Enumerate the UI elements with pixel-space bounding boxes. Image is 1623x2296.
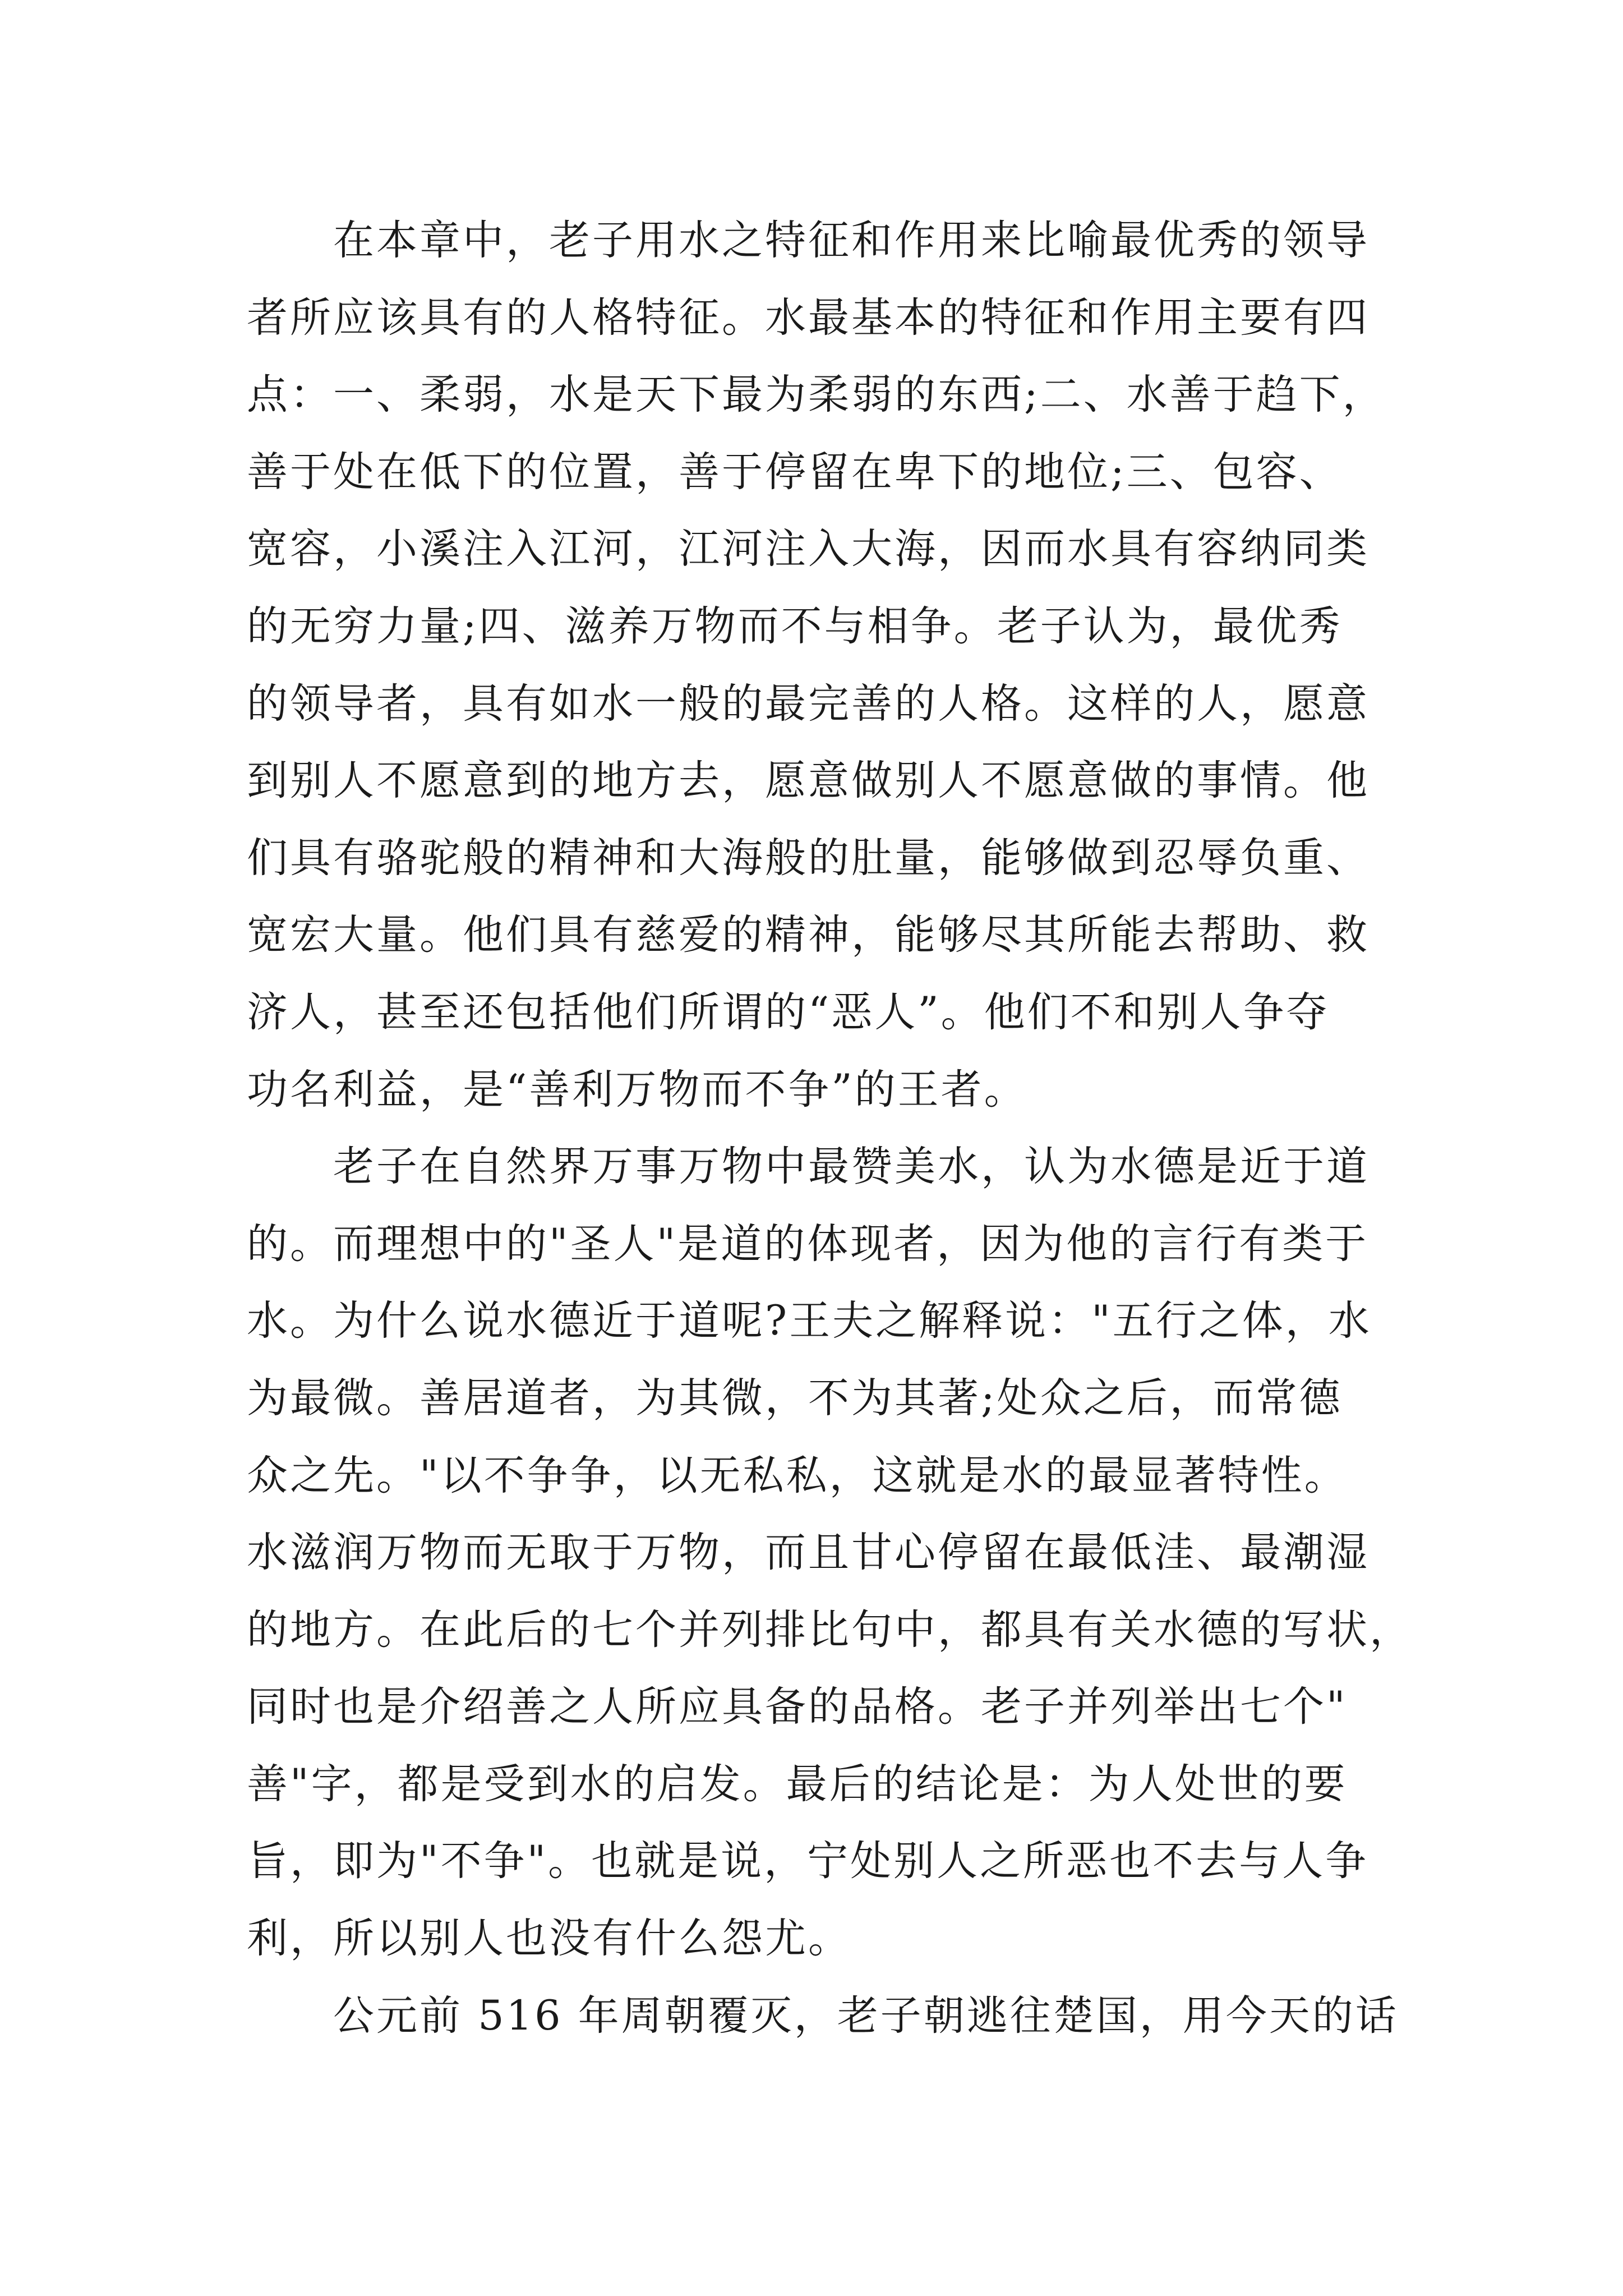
text-line: 宽容，小溪注入江河，江河注入大海，因而水具有容纳同类 (247, 525, 1370, 573)
text-line: 的地方。在此后的七个并列排比句中，都具有关水德的写状， (247, 1605, 1413, 1654)
text-line: 公元前 516 年周朝覆灭，老子朝逃往楚国，用今天的话 (247, 1991, 1399, 2040)
text-line: 水滋润万物而无取于万物，而且甘心停留在最低洼、最潮湿 (247, 1529, 1370, 1577)
text-line: 利，所以别人也没有什么怨尤。 (247, 1915, 851, 1963)
text-line: 者所应该具有的人格特征。水最基本的特征和作用主要有四 (247, 293, 1370, 342)
text-line: 功名利益，是“善利万物而不争”的王者。 (247, 1065, 1027, 1114)
text-line: 到别人不愿意到的地方去，愿意做别人不愿意做的事情。他 (247, 757, 1370, 805)
text-line: 善于处在低下的位置，善于停留在卑下的地位;三、包容、 (247, 448, 1343, 496)
text-line: 众之先。"以不争争，以无私私，这就是水的最显著特性。 (247, 1451, 1348, 1499)
text-line: 宽宏大量。他们具有慈爱的精神，能够尽其所能去帮助、救 (247, 911, 1370, 959)
text-line: 旨，即为"不争"。也就是说，宁处别人之所恶也不去与人争 (247, 1837, 1369, 1885)
text-line: 老子在自然界万事万物中最赞美水，认为水德是近于道 (247, 1143, 1370, 1191)
text-line: 济人，甚至还包括他们所谓的“恶人”。他们不和别人争夺 (247, 988, 1330, 1036)
text-line: 的领导者，具有如水一般的最完善的人格。这样的人，愿意 (247, 679, 1370, 728)
text-line: 为最微。善居道者，为其微，不为其著;处众之后，而常德 (247, 1374, 1343, 1422)
text-line: 同时也是介绍善之人所应具备的品格。老子并列举出七个" (247, 1683, 1348, 1731)
text-line: 点：一、柔弱，水是天下最为柔弱的东西;二、水善于趋下， (247, 371, 1386, 419)
body-text (247, 202, 1413, 2054)
text-line: 们具有骆驼般的精神和大海般的肚量，能够做到忍辱负重、 (247, 834, 1370, 882)
text-line: 在本章中，老子用水之特征和作用来比喻最优秀的领导 (247, 217, 1370, 264)
text-line: 善"字，都是受到水的启发。最后的结论是：为人处世的要 (247, 1760, 1348, 1808)
text-line: 的。而理想中的"圣人"是道的体现者，因为他的言行有类于 (247, 1220, 1369, 1268)
text-line: 水。为什么说水德近于道呢?王夫之解释说："五行之体，水 (247, 1297, 1372, 1345)
text-line: 的无穷力量;四、滋养万物而不与相争。老子认为，最优秀 (247, 602, 1343, 650)
